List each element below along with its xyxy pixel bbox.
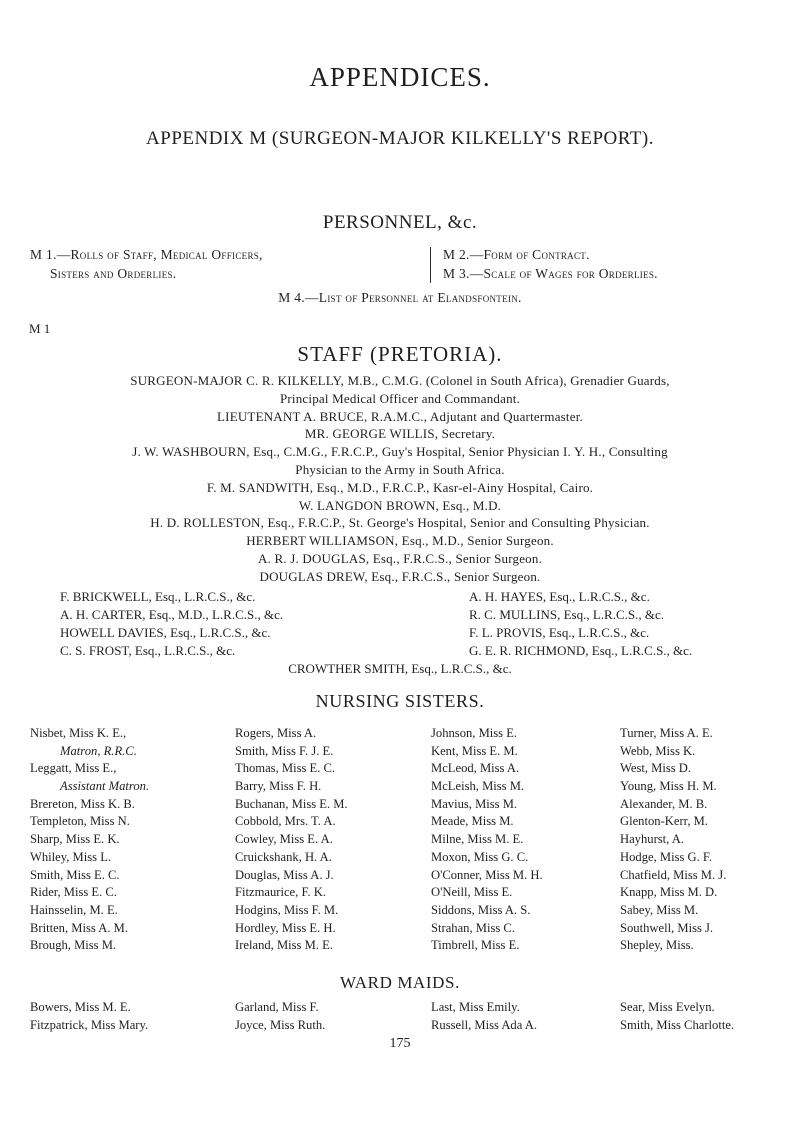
nursing-sister-name: Milne, Miss M. E. (431, 832, 524, 847)
nursing-sister-name: Leggatt, Miss E., (30, 761, 117, 776)
nursing-sister-name: Moxon, Miss G. C. (431, 849, 529, 864)
staff-line: HERBERT WILLIAMSON, Esq., M.D., Senior Surgeon. (246, 533, 554, 548)
staff-line: F. M. SANDWITH, Esq., M.D., F.R.C.P., Kasr-el-Ainy Hospital, Cairo. (206, 480, 594, 495)
contents-m1-line2: Sisters and Orderlies. (50, 266, 177, 281)
nursing-sister-name: Siddons, Miss A. S. (431, 902, 531, 917)
ward-maid-name: Bowers, Miss M. E. (30, 1000, 131, 1014)
ward-maid-name: Sear, Miss Evelyn. (620, 1000, 715, 1014)
nursing-sister-name: Sharp, Miss E. K. (30, 832, 120, 847)
nursing-sister-name: Smith, Miss F. J. E. (235, 743, 334, 758)
ward-maid-name: Garland, Miss F. (235, 1000, 319, 1014)
nursing-column-2 (235, 725, 348, 955)
nursing-sister-name: Buchanan, Miss E. M. (235, 796, 348, 811)
staff-line: H. D. ROLLESTON, Esq., F.R.C.P., St. George's Hospital, Senior and Consulting Physician. (150, 515, 650, 530)
nursing-column-3 (431, 725, 543, 955)
staff-pair-right: G. E. R. RICHMOND, Esq., L.R.C.S., &c. (469, 643, 693, 658)
staff-line: DOUGLAS DREW, Esq., F.R.C.S., Senior Surgeon. (259, 569, 541, 584)
staff-pair-right: R. C. MULLINS, Esq., L.R.C.S., &c. (469, 607, 665, 622)
contents-m2: M 2.—Form of Contract. (443, 247, 590, 262)
staff-line: W. LANGDON BROWN, Esq., M.D. (298, 498, 502, 513)
staff-line: MR. GEORGE WILLIS, Secretary. (304, 426, 496, 441)
nursing-sister-name: Douglas, Miss A. J. (235, 867, 334, 882)
nursing-sister-name: Brough, Miss M. (30, 938, 117, 953)
nursing-sister-name: Hayhurst, A. (620, 832, 685, 847)
contents-m1-line1: M 1.—Rolls of Staff, Medical Officers, (30, 247, 263, 262)
ward-column-2 (235, 999, 325, 1034)
nursing-column-1 (30, 725, 149, 955)
nursing-sister-name: Rogers, Miss A. (235, 726, 317, 740)
nursing-sister-name: Knapp, Miss M. D. (620, 885, 718, 900)
contents-m3: M 3.—Scale of Wages for Orderlies. (443, 266, 658, 281)
nursing-sister-name: O'Conner, Miss M. H. (431, 867, 543, 882)
nursing-sister-name: Nisbet, Miss K. E., (30, 726, 127, 740)
contents-m4: M 4.—List of Personnel at Elandsfontein. (278, 290, 522, 305)
staff-pair-left: C. S. FROST, Esq., L.R.C.S., &c. (60, 643, 236, 658)
nursing-sister-name: McLeish, Miss M. (431, 779, 525, 794)
nursing-sister-name: Cobbold, Mrs. T. A. (235, 814, 336, 829)
ward-column-4 (620, 999, 734, 1034)
staff-pair-left: F. BRICKWELL, Esq., L.R.C.S., &c. (60, 589, 256, 604)
nursing-sister-name: Young, Miss H. M. (620, 779, 717, 794)
nursing-sister-name: Hodge, Miss G. F. (620, 849, 713, 864)
nursing-sister-name: Alexander, M. B. (620, 796, 708, 811)
nursing-sister-name: Ireland, Miss M. E. (235, 938, 333, 953)
nursing-sister-name: Turner, Miss A. E. (620, 726, 713, 740)
nursing-sister-name: Strahan, Miss C. (431, 920, 515, 935)
staff-line: LIEUTENANT A. BRUCE, R.A.M.C., Adjutant and Quartermaster. (217, 409, 583, 424)
appendix-title: APPENDIX M (SURGEON-MAJOR KILKELLY'S REPORT). (146, 128, 654, 149)
nursing-sister-name: Hordley, Miss E. H. (235, 920, 336, 935)
ward-maid-name: Fitzpatrick, Miss Mary. (30, 1017, 149, 1032)
ward-column-1 (30, 999, 148, 1034)
nursing-sister-name: Shepley, Miss. (620, 938, 694, 953)
staff-line: Principal Medical Officer and Commandant. (279, 391, 521, 406)
nursing-sister-name: Sabey, Miss M. (620, 902, 699, 917)
contents-divider (430, 247, 431, 283)
ward-column-3 (431, 999, 537, 1034)
staff-line: Physician to the Army in South Africa. (295, 462, 505, 477)
nursing-sister-name: Cruickshank, H. A. (235, 849, 332, 864)
ward-maid-name: Last, Miss Emily. (431, 1000, 520, 1014)
staff-pair-left: HOWELL DAVIES, Esq., L.R.C.S., &c. (60, 625, 271, 640)
nursing-sister-name: Smith, Miss E. C. (30, 867, 120, 882)
nursing-sister-name: Thomas, Miss E. C. (235, 761, 336, 776)
staff-line: A. R. J. DOUGLAS, Esq., F.R.C.S., Senior Surgeon. (257, 551, 543, 566)
nursing-sister-name: Kent, Miss E. M. (431, 743, 518, 758)
ward-maids-heading: WARD MAIDS. (340, 973, 460, 992)
nursing-sister-name: Cowley, Miss E. A. (235, 832, 333, 847)
nursing-sister-name: Chatfield, Miss M. J. (620, 867, 727, 882)
nursing-sister-name: Johnson, Miss E. (431, 726, 518, 740)
staff-last-line: CROWTHER SMITH, Esq., L.R.C.S., &c. (288, 661, 512, 676)
margin-reference: M 1 (29, 321, 51, 336)
ward-maid-name: Joyce, Miss Ruth. (235, 1017, 326, 1032)
nursing-sister-name: West, Miss D. (620, 761, 692, 776)
staff-line: SURGEON-MAJOR C. R. KILKELLY, M.B., C.M.G. (Colonel in South Africa), Grenadier Guards, (130, 373, 670, 388)
nursing-sister-name: Hodgins, Miss F. M. (235, 902, 339, 917)
ward-maid-name: Smith, Miss Charlotte. (620, 1017, 735, 1032)
nursing-sister-name: Britten, Miss A. M. (30, 920, 128, 935)
nursing-sister-name: Meade, Miss M. (431, 814, 514, 829)
nursing-sister-name: Rider, Miss E. C. (30, 885, 117, 900)
nursing-heading: NURSING SISTERS. (315, 691, 485, 711)
nursing-sister-title: Assistant Matron. (60, 779, 150, 794)
staff-pair-right: A. H. HAYES, Esq., L.R.C.S., &c. (469, 589, 650, 604)
ward-maid-name: Russell, Miss Ada A. (431, 1017, 538, 1032)
nursing-sister-title: Matron, R.R.C. (60, 743, 137, 758)
staff-line: J. W. WASHBOURN, Esq., C.M.G., F.R.C.P., Guy's Hospital, Senior Physician I. Y. H., Consulting (132, 444, 668, 459)
nursing-sister-name: Timbrell, Miss E. (431, 938, 520, 953)
nursing-sister-name: Southwell, Miss J. (620, 920, 714, 935)
page-number: 175 (389, 1036, 411, 1051)
nursing-sister-name: Templeton, Miss N. (30, 814, 130, 829)
nursing-sister-name: Webb, Miss K. (620, 743, 696, 758)
nursing-sister-name: Mavius, Miss M. (431, 796, 518, 811)
running-head: APPENDICES. (309, 62, 491, 92)
nursing-sister-name: McLeod, Miss A. (431, 761, 520, 776)
nursing-column-4 (620, 725, 726, 955)
nursing-sister-name: Barry, Miss F. H. (235, 779, 322, 794)
nursing-sister-name: Brereton, Miss K. B. (30, 796, 135, 811)
nursing-sister-name: Whiley, Miss L. (30, 849, 112, 864)
nursing-sister-name: Fitzmaurice, F. K. (235, 885, 326, 900)
section-title: PERSONNEL, &c. (322, 212, 478, 233)
staff-pair-left: A. H. CARTER, Esq., M.D., L.R.C.S., &c. (60, 607, 284, 622)
staff-heading: STAFF (PRETORIA). (297, 342, 503, 366)
nursing-sister-name: Hainsselin, M. E. (30, 902, 118, 917)
nursing-sister-name: O'Neill, Miss E. (431, 885, 513, 900)
nursing-sister-name: Glenton-Kerr, M. (620, 814, 708, 829)
staff-pair-right: F. L. PROVIS, Esq., L.R.C.S., &c. (469, 625, 650, 640)
